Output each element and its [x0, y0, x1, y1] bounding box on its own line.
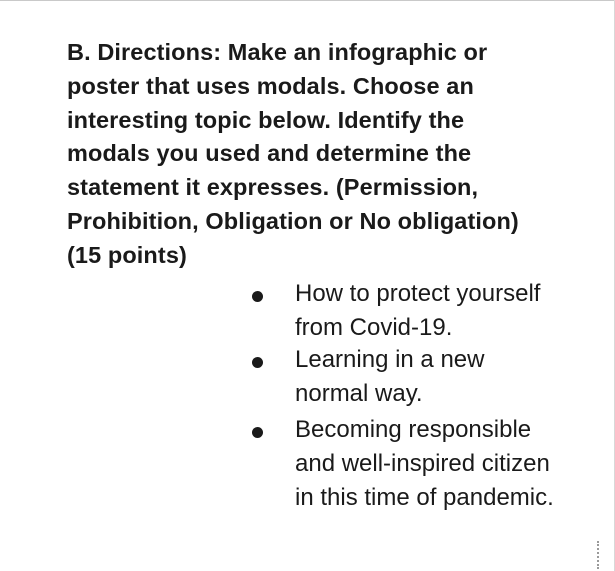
- topic-line: from Covid-19.: [295, 314, 453, 341]
- heading-line: poster that uses modals. Choose an: [67, 72, 474, 99]
- heading-line: statement it expresses. (Permission,: [67, 174, 479, 201]
- topic-text: [295, 343, 484, 411]
- scroll-indicator: [597, 541, 599, 569]
- bullet-icon: [252, 291, 263, 302]
- topic-line: Learning in a new: [295, 346, 485, 373]
- topic-line: Becoming responsible: [295, 416, 532, 443]
- topic-text: [295, 277, 540, 345]
- topic-line: in this time of pandemic.: [295, 484, 554, 511]
- topic-line: and well-inspired citizen: [295, 450, 550, 477]
- heading-line: (15 points): [67, 241, 187, 268]
- bullet-icon: [252, 427, 263, 438]
- bullet-icon: [252, 357, 263, 368]
- heading-line: Prohibition, Obligation or No obligation): [67, 207, 519, 234]
- heading-line: modals you used and determine the: [67, 140, 472, 167]
- heading-line: interesting topic below. Identify the: [67, 106, 465, 133]
- topic-line: normal way.: [295, 380, 423, 407]
- topic-text: [295, 413, 554, 515]
- topic-line: How to protect yourself: [295, 280, 541, 307]
- top-border: [0, 0, 615, 1]
- heading-line: B. Directions: Make an infographic or: [67, 39, 488, 65]
- directions-heading: [67, 36, 607, 273]
